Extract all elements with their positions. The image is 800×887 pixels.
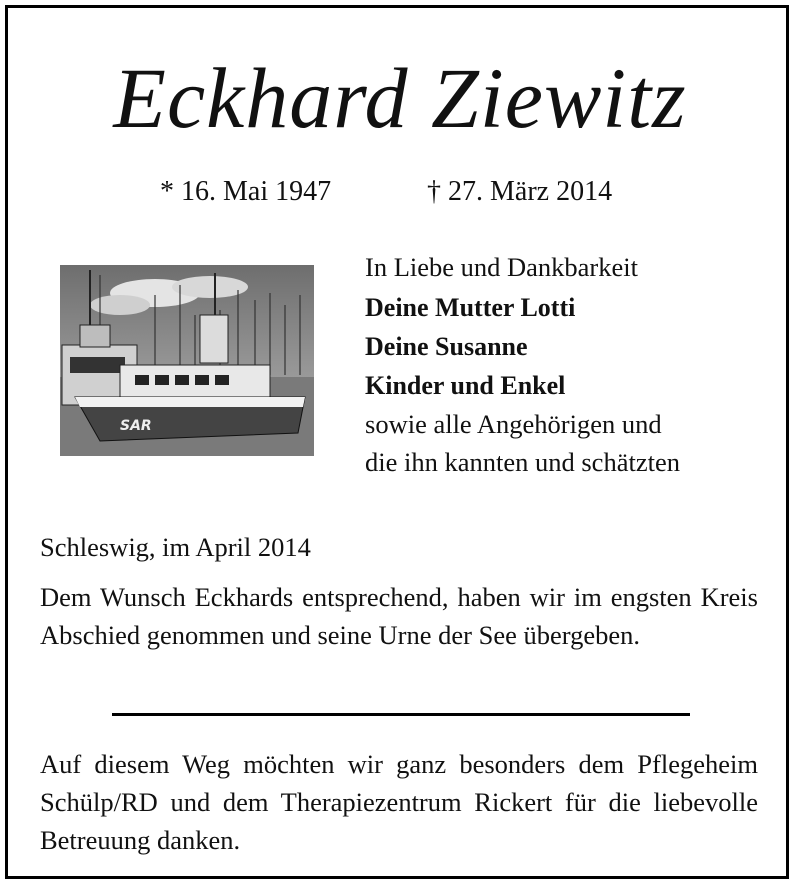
harbor-boat-photo <box>60 265 314 456</box>
mourner-mother: Deine Mutter Lotti <box>365 293 576 322</box>
mourners-relatives: sowie alle Angehörigen und <box>365 409 662 439</box>
death-date: † 27. März 2014 <box>427 176 613 207</box>
farewell-paragraph: Dem Wunsch Eckhards entsprechend, haben wir im engsten Kreis Abschied genommen und seine Urne der See übergeben. <box>40 582 758 650</box>
thanks-paragraph: Auf diesem Weg möchten wir ganz besonders dem Pflegeheim Schülp/RD und dem Therapiezentrum Rickert für die liebevolle Betreuung danken. <box>40 749 758 855</box>
birth-date: * 16. Mai 1947 <box>160 176 332 207</box>
mourners-block <box>365 248 785 481</box>
mourners-intro: In Liebe und Dankbarkeit <box>365 252 638 282</box>
boat-marking: SAR <box>120 418 152 434</box>
mourners-acquaintances: die ihn kannten und schätzten <box>365 447 680 477</box>
mourner-partner: Deine Susanne <box>365 332 528 361</box>
place-date: Schleswig, im April 2014 <box>40 532 311 562</box>
deceased-name: Eckhard Ziewitz <box>113 50 687 146</box>
divider-line <box>112 713 690 716</box>
mourner-children: Kinder und Enkel <box>365 371 566 400</box>
